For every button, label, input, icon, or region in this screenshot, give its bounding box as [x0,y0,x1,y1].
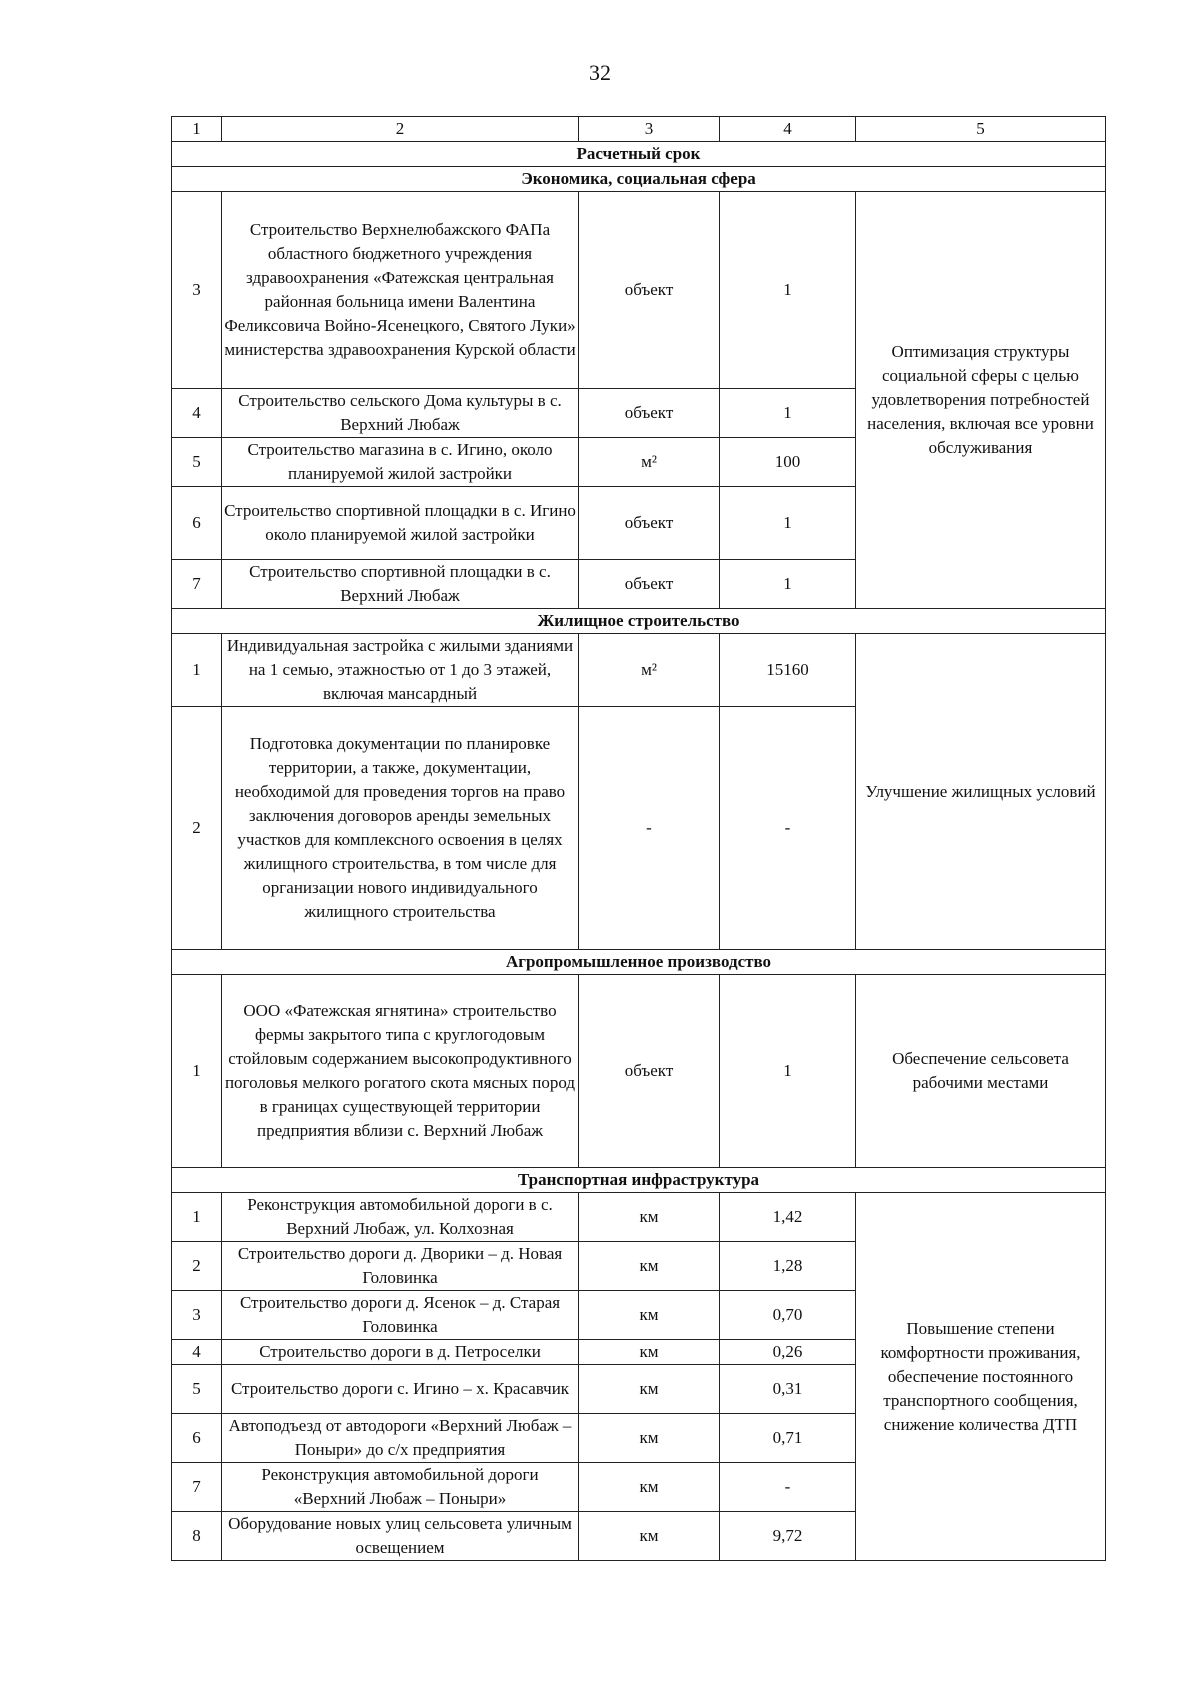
section-header-row [172,1168,1106,1193]
row-number: 7 [172,560,222,609]
section-title: Транспортная инфраструктура [172,1168,1106,1193]
column-header: 1 [172,117,222,142]
row-number: 2 [172,707,222,950]
section-header-row [172,609,1106,634]
row-name: Автоподъезд от автодороги «Верхний Любаж – Поныри» до с/х предприятия [222,1414,579,1463]
section-result: Оптимизация структуры социальной сферы с целью удовлетворения потребностей населения, включая все уровни обслуживания [856,192,1106,609]
row-name: Индивидуальная застройка с жилыми зданиями на 1 семью, этажностью от 1 до 3 этажей, включая мансардный [222,634,579,707]
row-name: Строительство спортивной площадки в с. Игино около планируемой жилой застройки [222,487,579,560]
row-number: 6 [172,487,222,560]
row-number: 1 [172,634,222,707]
row-unit: м² [579,438,720,487]
row-value: 1 [720,487,856,560]
row-name: Строительство сельского Дома культуры в с. Верхний Любаж [222,389,579,438]
row-name: Строительство дороги с. Игино – х. Красавчик [222,1365,579,1414]
row-unit: объект [579,560,720,609]
row-value: 0,71 [720,1414,856,1463]
section-title: Жилищное строительство [172,609,1106,634]
row-unit: км [579,1365,720,1414]
row-value: 9,72 [720,1512,856,1561]
row-unit: км [579,1193,720,1242]
row-number: 4 [172,1340,222,1365]
row-name: ООО «Фатежская ягнятина» строительство фермы закрытого типа с круглогодовым стойловым содержанием высокопродуктивного поголовья мелкого рогатого скота мясных пород в границах существующей территории предприятия вблизи с. Верхний Любаж [222,975,579,1168]
row-unit: км [579,1340,720,1365]
section-title: Агропромышленное производство [172,950,1106,975]
row-name: Строительство Верхнелюбажского ФАПа областного бюджетного учреждения здравоохранения «Фатежская центральная районная больница имени Валентина Феликсовича Войно-Ясенецкого, Святого Луки» министерства здравоохранения Курской области [222,192,579,389]
row-number: 6 [172,1414,222,1463]
row-number: 1 [172,975,222,1168]
row-value: 0,70 [720,1291,856,1340]
row-value: 1 [720,192,856,389]
column-header: 4 [720,117,856,142]
section-title: Экономика, социальная сфера [172,167,1106,192]
row-number: 8 [172,1512,222,1561]
row-unit: объект [579,975,720,1168]
row-value: 1 [720,389,856,438]
row-unit: объект [579,192,720,389]
row-unit: объект [579,487,720,560]
row-name: Строительство дороги д. Ясенок – д. Старая Головинка [222,1291,579,1340]
row-unit: - [579,707,720,950]
row-value: - [720,707,856,950]
column-header-row [172,117,1106,142]
row-unit: км [579,1242,720,1291]
row-number: 1 [172,1193,222,1242]
row-value: - [720,1463,856,1512]
row-unit: км [579,1414,720,1463]
row-value: 100 [720,438,856,487]
table-row [172,1193,1106,1242]
section-result: Обеспечение сельсовета рабочими местами [856,975,1106,1168]
row-unit: км [579,1512,720,1561]
row-unit: объект [579,389,720,438]
period-title-row [172,142,1106,167]
row-name: Подготовка документации по планировке территории, а также, документации, необходимой для проведения торгов на право заключения договоров аренды земельных участков для комплексного освоения в целях жилищного строительства, в том числе для организации нового индивидуального жилищного строительства [222,707,579,950]
section-result: Повышение степени комфортности проживания, обеспечение постоянного транспортного сообщения, снижение количества ДТП [856,1193,1106,1561]
row-number: 5 [172,438,222,487]
row-name: Строительство дороги в д. Петроселки [222,1340,579,1365]
table-row [172,975,1106,1168]
row-unit: м² [579,634,720,707]
row-number: 7 [172,1463,222,1512]
table-row [172,634,1106,707]
row-value: 0,31 [720,1365,856,1414]
table-row [172,192,1106,389]
row-unit: км [579,1291,720,1340]
row-name: Строительство спортивной площадки в с. Верхний Любаж [222,560,579,609]
section-header-row [172,167,1106,192]
row-value: 1 [720,560,856,609]
page-number: 32 [589,60,611,85]
row-name: Строительство дороги д. Дворики – д. Новая Головинка [222,1242,579,1291]
row-number: 4 [172,389,222,438]
row-number: 2 [172,1242,222,1291]
row-value: 1,28 [720,1242,856,1291]
period-title: Расчетный срок [172,142,1106,167]
row-value: 1 [720,975,856,1168]
row-value: 1,42 [720,1193,856,1242]
row-value: 15160 [720,634,856,707]
plan-table [171,116,1106,1561]
column-header: 3 [579,117,720,142]
section-result: Улучшение жилищных условий [856,634,1106,950]
row-unit: км [579,1463,720,1512]
section-header-row [172,950,1106,975]
row-number: 5 [172,1365,222,1414]
row-value: 0,26 [720,1340,856,1365]
row-name: Оборудование новых улиц сельсовета уличным освещением [222,1512,579,1561]
row-number: 3 [172,1291,222,1340]
row-number: 3 [172,192,222,389]
column-header: 2 [222,117,579,142]
column-header: 5 [856,117,1106,142]
row-name: Реконструкция автомобильной дороги в с. Верхний Любаж, ул. Колхозная [222,1193,579,1242]
row-name: Реконструкция автомобильной дороги «Верхний Любаж – Поныри» [222,1463,579,1512]
row-name: Строительство магазина в с. Игино, около планируемой жилой застройки [222,438,579,487]
